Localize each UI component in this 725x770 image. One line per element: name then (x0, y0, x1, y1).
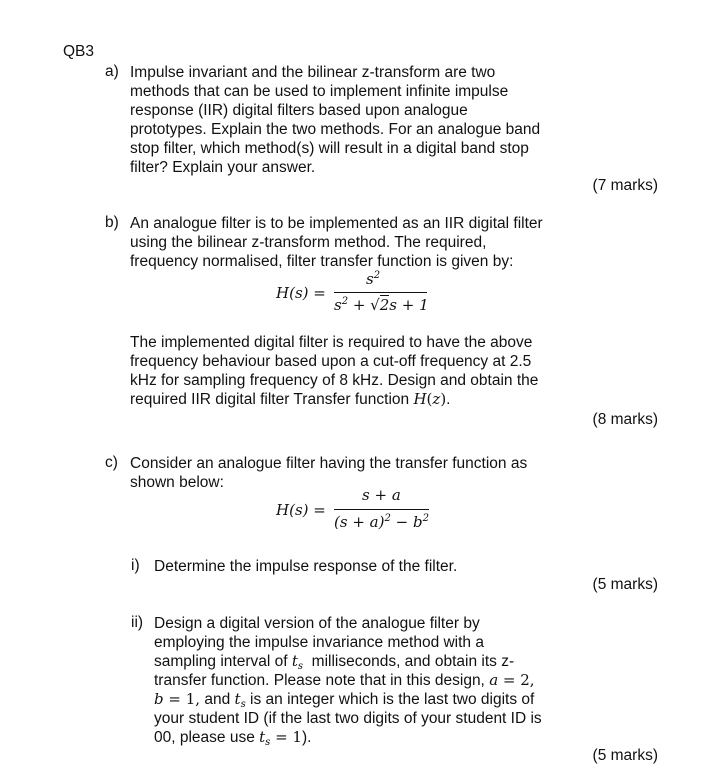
equation-c-lhs: H(s) = (276, 501, 326, 519)
part-a-line: prototypes. Explain the two methods. For an analogue band (130, 121, 541, 138)
equation-b-denominator: $s^2 + √2s + 1$ (334, 296, 429, 314)
sub-i-text: Determine the impulse response of the filter. (154, 558, 458, 575)
part-b-line: An analogue filter is to be implemented as an IIR digital filter (130, 215, 543, 232)
part-b-line: kHz for sampling frequency of 8 kHz. Design and obtain the (130, 372, 539, 389)
part-b-line: frequency behaviour based upon a cut-off frequency at 2.5 (130, 353, 532, 370)
sub-ii-text-part: sampling interval of (154, 653, 288, 670)
sub-ii-text-part: transfer function. Please note that in this design, (154, 672, 485, 689)
equation-c-fraction-bar (334, 509, 429, 510)
hz-symbol: H(z) (413, 390, 447, 408)
equation-b-numerator: $s^2$ (366, 270, 381, 288)
sub-i-label: i) (131, 557, 140, 574)
equation-c-numerator: s + a (362, 486, 401, 504)
sub-ii-line-5 (154, 690, 534, 709)
sub-ii-marks: (5 marks) (592, 747, 658, 764)
sub-ii-text-part: is an integer which is the last two digits of (250, 691, 535, 708)
part-a-line: methods that can be used to implement infinite impulse (130, 83, 509, 100)
ts-equals-1: $t_s = 1$ (259, 728, 302, 748)
sub-i-marks: (5 marks) (592, 576, 658, 593)
a-equals-2: a = 2, (489, 671, 535, 689)
part-b-line-last: required IIR digital filter Transfer function H(z). (130, 390, 451, 408)
sub-ii-text-part: and (204, 691, 231, 708)
sub-ii-line-7: 00, please use $t_s = 1$). (154, 728, 312, 748)
ts-symbol: $t_s$ (234, 690, 246, 710)
part-b-label: b) (105, 214, 119, 231)
part-a-label: a) (105, 63, 119, 80)
ts-symbol: $t_s$ (291, 652, 304, 672)
part-a-marks: (7 marks) (592, 177, 658, 194)
part-c-label: c) (105, 454, 118, 471)
part-a-line: stop filter, which method(s) will result in a digital band stop (130, 140, 529, 157)
part-a-line: filter? Explain your answer. (130, 159, 316, 176)
part-c-line: shown below: (130, 474, 224, 491)
sub-ii-text-part: milliseconds, and obtain its z- (311, 653, 515, 670)
equation-c-denominator: $(s + a)^2 - b^2$ (334, 513, 429, 531)
part-a-line: response (IIR) digital filters based upon analogue (130, 102, 468, 119)
b-equals-1: b = 1, (154, 690, 201, 708)
part-b-marks: (8 marks) (592, 411, 658, 428)
part-a-line: Impulse invariant and the bilinear z-transform are two (130, 64, 496, 81)
sub-ii-line-4 (154, 671, 535, 690)
equation-b-fraction-bar (334, 292, 427, 293)
equation-b-lhs: H(s) = (276, 284, 326, 302)
part-b-line: using the bilinear z-transform method. The required, (130, 234, 487, 251)
sub-ii-text-part: 00, please use (154, 729, 255, 746)
part-b-line: required IIR digital filter Transfer function (130, 391, 410, 408)
sub-ii-line-3 (154, 652, 514, 671)
sub-ii-line: Design a digital version of the analogue filter by (154, 615, 480, 632)
part-b-line: The implemented digital filter is required to have the above (130, 334, 533, 351)
question-label: QB3 (63, 43, 95, 60)
sub-ii-label: ii) (131, 614, 144, 631)
sub-ii-line: your student ID (if the last two digits of your student ID is (154, 710, 542, 727)
part-c-line: Consider an analogue filter having the transfer function as (130, 455, 528, 472)
part-b-line: frequency normalised, filter transfer function is given by: (130, 253, 514, 270)
sub-ii-line: employing the impulse invariance method with a (154, 634, 484, 651)
